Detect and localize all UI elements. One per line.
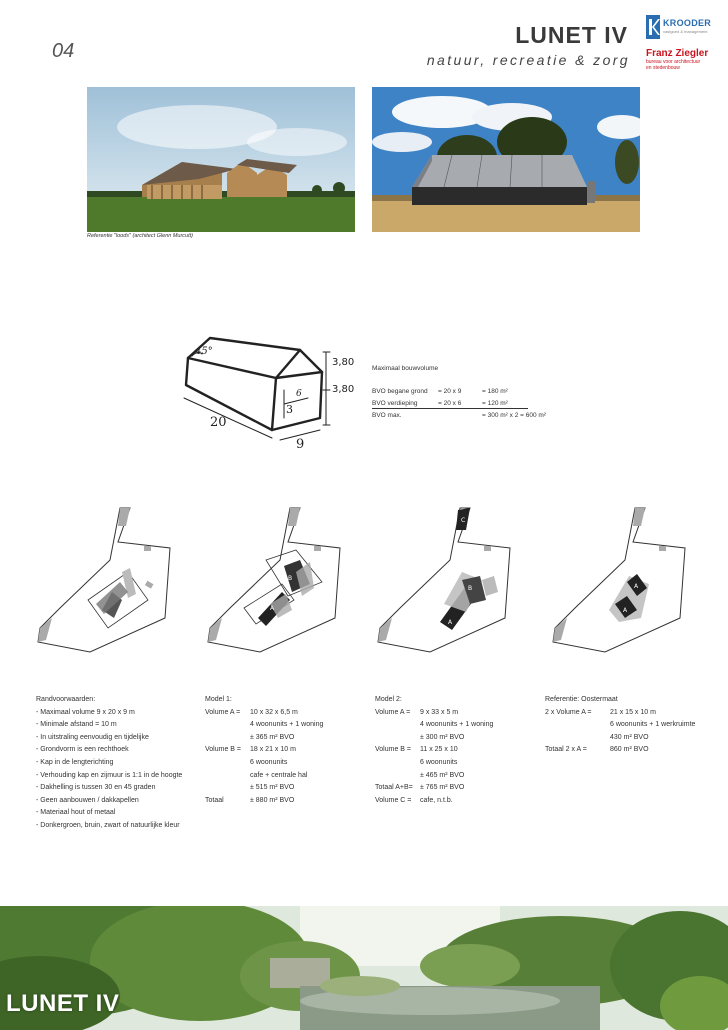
reference-photo-1-image [87, 87, 355, 232]
randvoorwaarden-item: - Dakhelling is tussen 30 en 45 graden [36, 784, 156, 792]
model-2-row-value: ± 465 m² BVO [420, 771, 465, 779]
model-2-row-label: Volume B = [375, 746, 411, 754]
bvo-row-3-label: BVO max. [372, 412, 402, 419]
site-plan-2-label-b: B [288, 575, 293, 582]
model-1-row [205, 719, 365, 732]
randvoorwaarden-item: - Geen aanbouwen / dakkapellen [36, 796, 139, 804]
page-number: 04 [52, 40, 75, 62]
page-title: LUNET IV [515, 22, 628, 48]
footer-brand: LUNET IV [6, 990, 120, 1017]
bvo-row-2-label: BVO verdieping [372, 400, 418, 407]
site-plan-1-drawing [30, 500, 190, 660]
model-1-row-label: Volume A = [205, 708, 241, 716]
model-2-row [375, 770, 535, 783]
site-plan-4-drawing [545, 500, 705, 660]
franz-ziegler-line2: en stedenbouw [646, 65, 680, 71]
sketch-inner-height-label: 3 [286, 403, 293, 416]
randvoorwaarden-item: - Grondvorm is een rechthoek [36, 746, 129, 754]
referentie-row-value: 21 x 15 x 10 m [610, 708, 656, 716]
randvoorwaarden-item: - In uitstraling eenvoudig en tijdelijke [36, 733, 149, 741]
randvoorwaarden-item: - Kap in de lengterichting [36, 758, 114, 766]
bvo-row-3-result: = 300 m² x 2 = 600 m² [482, 412, 546, 419]
site-plan-3-drawing [370, 500, 530, 660]
referentie-row-value: 430 m² BVO [610, 733, 649, 741]
model-2-row-value: ± 765 m² BVO [420, 784, 465, 792]
site-plan-3-label-a: A [448, 619, 453, 626]
randvoorwaarden-item: - Verhouding kap en zijmuur is 1:1 in de hoogte [36, 771, 183, 779]
model-1-row-value: 6 woonunits [250, 758, 288, 766]
franz-ziegler-name: Franz Ziegler [646, 48, 709, 59]
site-plan-2 [200, 500, 360, 660]
referentie-row-label: Totaal 2 x A = [545, 746, 587, 754]
reference-caption: Referentie "loods" (architect Glenn Murcutt) [87, 233, 194, 239]
model-1-row-label: Totaal [205, 796, 224, 804]
model-1-row [205, 770, 365, 783]
referentie-row [545, 707, 720, 720]
model-2-row-value: ± 300 m² BVO [420, 733, 465, 741]
reference-photo-2 [372, 87, 640, 232]
site-plan-3-label-b: B [468, 585, 473, 592]
referentie-row-value: 860 m² BVO [610, 746, 649, 754]
site-plan-4-label-a2: A [623, 607, 628, 614]
site-plan-2-drawing [200, 500, 360, 660]
model-1-row-value: 18 x 21 x 10 m [250, 746, 296, 754]
referentie-row-value: 6 woonunits + 1 werkruimte [610, 721, 696, 729]
model-1-row [205, 795, 365, 808]
model-1-row [205, 732, 365, 745]
volume-sketch-drawing [180, 330, 370, 455]
model-1-section [205, 694, 365, 807]
krooder-logo-name: KROODER [663, 18, 712, 28]
model-1-row-label: Volume B = [205, 746, 241, 754]
bvo-row-2-calc: = 20 x 6 [438, 400, 462, 407]
franz-ziegler-line1: bureau voor architectuur [646, 59, 701, 65]
site-plan-4-label-a1: A [634, 583, 639, 590]
sketch-length-label: 20 [210, 415, 227, 430]
randvoorwaarden-item: - Maximaal volume 9 x 20 x 9 m [36, 708, 135, 716]
bvo-row-2 [372, 400, 528, 409]
model-1-row-value: 10 x 32 x 6,5 m [250, 708, 298, 716]
model-2-row [375, 782, 535, 795]
site-plan-3-label-c: C [461, 517, 466, 524]
sketch-angle-label: 45° [195, 346, 213, 357]
referentie-row [545, 719, 720, 732]
model-1-row-value: ± 365 m² BVO [250, 733, 295, 741]
sketch-width-label: 9 [296, 437, 305, 452]
referentie-section [545, 694, 720, 757]
site-plan-2-label-a: A [270, 605, 275, 612]
krooder-logo-tagline: vastgoed & management [663, 29, 708, 34]
randvoorwaarden-heading: Randvoorwaarden: [36, 696, 96, 703]
model-2-row-value: 11 x 25 x 10 [420, 746, 458, 754]
volume-sketch [180, 330, 370, 455]
randvoorwaarden-item: - Materiaal hout of metaal [36, 809, 116, 817]
model-2-row-label: Totaal A+B= [375, 784, 413, 792]
model-2-heading: Model 2: [375, 696, 402, 703]
model-1-row-value: ± 880 m² BVO [250, 796, 295, 804]
model-2-row [375, 757, 535, 770]
randvoorwaarden-section [36, 694, 196, 833]
model-1-row-value: 4 woonunits + 1 woning [250, 721, 324, 729]
model-2-row-value: 6 woonunits [420, 758, 458, 766]
sketch-height-bottom-label: 3,80 [332, 384, 355, 395]
model-2-row [375, 707, 535, 720]
site-plan-4 [545, 500, 705, 660]
model-2-section [375, 694, 535, 807]
model-2-row [375, 732, 535, 745]
model-2-row-label: Volume A = [375, 708, 411, 716]
model-1-heading: Model 1: [205, 696, 232, 703]
bvo-row-3 [372, 412, 546, 419]
franz-ziegler-logo [646, 48, 716, 71]
bvo-row-1 [372, 388, 508, 395]
krooder-logo [646, 15, 712, 41]
model-1-row [205, 782, 365, 795]
model-1-row-value: ± 515 m² BVO [250, 784, 295, 792]
model-1-row [205, 744, 365, 757]
randvoorwaarden-item: - Donkergroen, bruin, zwart of natuurlijke kleur [36, 821, 180, 829]
site-plan-3 [370, 500, 530, 660]
model-1-row [205, 757, 365, 770]
model-2-row [375, 744, 535, 757]
reference-photo-1 [87, 87, 355, 232]
model-2-row-value: cafe, n.t.b. [420, 796, 453, 804]
referentie-row-label: 2 x Volume A = [545, 708, 592, 716]
model-2-row-value: 9 x 33 x 5 m [420, 708, 459, 716]
model-2-row-value: 4 woonunits + 1 woning [420, 721, 494, 729]
randvoorwaarden-item: - Minimale afstand = 10 m [36, 721, 117, 729]
referentie-row [545, 744, 720, 757]
reference-photo-2-image [372, 87, 640, 232]
sketch-inner-width-label: 6 [296, 389, 302, 399]
krooder-logo-icon [646, 15, 660, 39]
referentie-heading: Referentie: Oostermaat [545, 696, 618, 703]
site-plan-1 [30, 500, 190, 660]
sketch-height-top-label: 3,80 [332, 357, 355, 368]
bouwvolume-heading: Maximaal bouwvolume [372, 365, 439, 372]
bvo-row-1-label: BVO begane grond [372, 388, 428, 395]
model-1-row-value: cafe + centrale hal [250, 771, 308, 779]
bvo-row-1-calc: = 20 x 9 [438, 388, 462, 395]
referentie-row [545, 732, 720, 745]
model-2-row [375, 795, 535, 808]
bvo-row-2-result: = 120 m² [482, 400, 508, 407]
model-2-row [375, 719, 535, 732]
model-2-row-label: Volume C = [375, 796, 412, 804]
model-1-row [205, 707, 365, 720]
page-subtitle: natuur, recreatie & zorg [426, 52, 630, 68]
bvo-row-1-result: = 180 m² [482, 388, 508, 395]
